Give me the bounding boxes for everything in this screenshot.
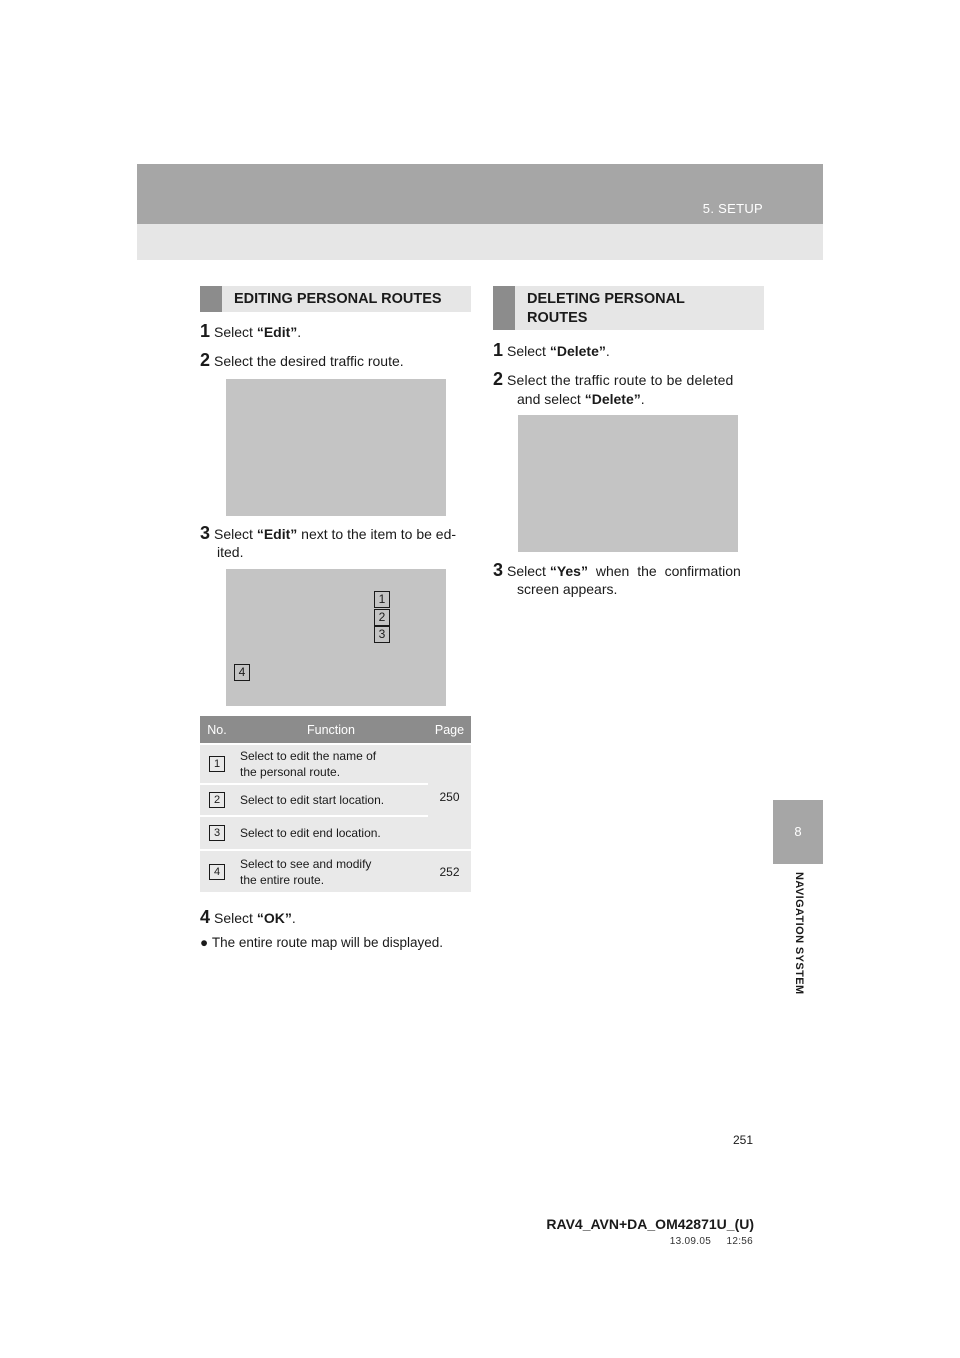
row-page: 252 xyxy=(428,850,471,892)
bullet-icon: ● xyxy=(200,935,212,950)
screenshot-delete-screen xyxy=(518,415,738,552)
row-number: 3 xyxy=(209,825,225,841)
step-3-confirm: 3 Select “Yes” when the confirmation xyxy=(493,560,741,580)
col-header-no: No. xyxy=(200,716,234,744)
callout-2: 2 xyxy=(374,609,390,626)
table-row xyxy=(200,850,471,892)
section-heading-editing: EDITING PERSONAL ROUTES xyxy=(200,286,471,312)
document-code: RAV4_AVN+DA_OM42871U_(U) xyxy=(546,1216,754,1232)
callout-1: 1 xyxy=(374,591,390,608)
header-subband xyxy=(137,224,823,260)
callout-3: 3 xyxy=(374,626,390,643)
step-3-continuation: screen appears. xyxy=(517,581,618,597)
step-2-select-delete: 2 Select the traffic route to be deleted xyxy=(493,369,734,389)
row-function: Select to see and modify the entire route. xyxy=(234,850,428,892)
step-2-select-route: 2 Select the desired traffic route. xyxy=(200,350,404,370)
section-heading-deleting: DELETING PERSONAL ROUTES xyxy=(493,286,764,330)
screenshot-route-list xyxy=(226,379,446,516)
row-function: Select to edit start location. xyxy=(234,784,428,816)
step-1-edit: 1 Select “Edit”. xyxy=(200,321,302,341)
chapter-tab: 8 xyxy=(773,800,823,864)
chapter-label: NAVIGATION SYSTEM xyxy=(793,872,805,995)
col-header-page: Page xyxy=(428,716,471,744)
row-page: 250 xyxy=(428,744,471,850)
step-4-ok: 4 Select “OK”. xyxy=(200,907,296,927)
note-bullet: ● The entire route map will be displayed. xyxy=(200,935,444,950)
callout-4: 4 xyxy=(234,664,250,681)
row-function: Select to edit end location. xyxy=(234,816,428,850)
section-title: 5. SETUP xyxy=(702,201,763,216)
step-2-continuation: and select “Delete”. xyxy=(517,391,645,407)
step-1-delete: 1 Select “Delete”. xyxy=(493,340,610,360)
row-number: 1 xyxy=(209,756,225,772)
screenshot-edit-screen xyxy=(226,569,446,706)
row-function: Select to edit the name of the personal route. xyxy=(234,744,428,784)
page-number: 251 xyxy=(732,1133,753,1147)
function-table xyxy=(200,716,471,892)
print-timestamp: 13.09.05 12:56 xyxy=(669,1236,753,1247)
row-number: 2 xyxy=(209,792,225,808)
col-header-function: Function xyxy=(234,716,428,744)
step-3-continuation: ited. xyxy=(217,544,244,560)
row-number: 4 xyxy=(209,864,225,880)
table-row xyxy=(200,744,471,784)
step-3-edit-item: 3 Select “Edit” next to the item to be ed- xyxy=(200,523,457,543)
